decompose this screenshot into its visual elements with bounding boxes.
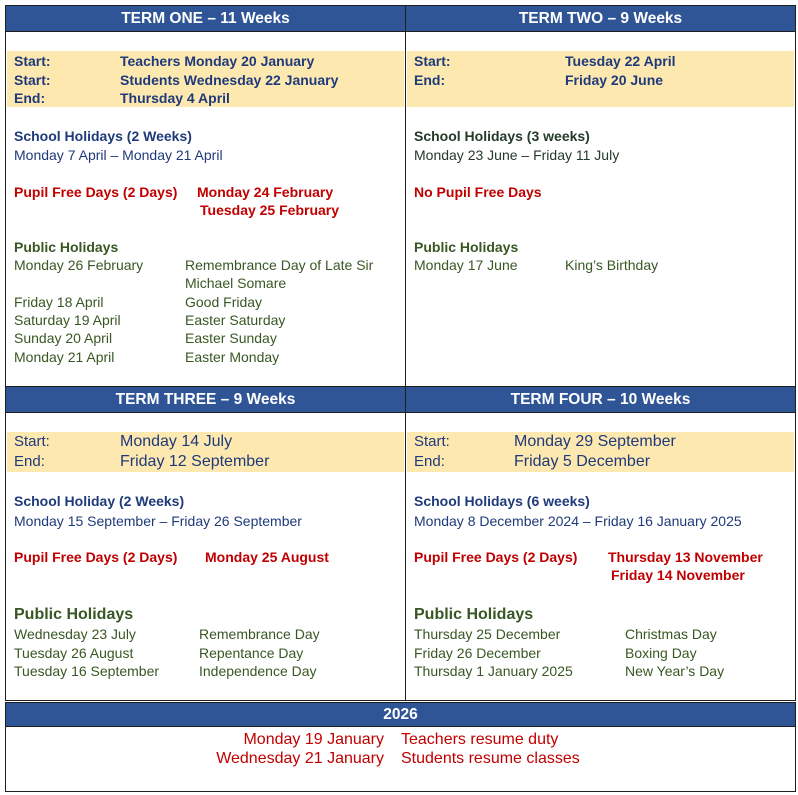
public-holiday-name: Independence Day <box>199 663 317 679</box>
term-three-pupil-free-date: Monday 25 August <box>205 548 329 565</box>
term-four-date-label: End: <box>414 453 445 470</box>
next-year-date: Monday 19 January <box>243 731 384 748</box>
public-holiday-name: Good Friday <box>185 293 263 310</box>
public-holiday-name: New Year’s Day <box>625 663 725 679</box>
term-one-date-value: Thursday 4 April <box>120 90 230 106</box>
public-holiday-name: Repentance Day <box>199 644 304 661</box>
public-holiday-date: Friday 18 April <box>14 293 104 310</box>
term-one-date-label: End: <box>14 90 46 106</box>
next-year-date: Wednesday 21 January <box>216 750 384 767</box>
term-one-date-label: Start: <box>14 53 51 69</box>
public-holiday-name: Boxing Day <box>625 644 697 661</box>
term-two-holidays-range: Monday 23 June – Friday 11 July <box>414 146 620 163</box>
term-one-date-value: Students Wednesday 22 January <box>120 71 339 88</box>
public-holiday-date: Monday 26 February <box>14 257 144 273</box>
term-two-pupil-free-label: No Pupil Free Days <box>414 183 542 200</box>
term-three-date-value: Monday 14 July <box>120 433 233 450</box>
term-three-date-label: End: <box>14 453 45 470</box>
public-holiday-date: Friday 26 December <box>414 644 541 661</box>
public-holiday-name: Easter Monday <box>185 348 280 365</box>
term-three-date-value: Friday 12 September <box>120 453 270 470</box>
term-one-holidays-range: Monday 7 April – Monday 21 April <box>14 146 223 163</box>
term-four-holidays-heading: School Holidays (6 weeks) <box>414 493 590 509</box>
term-four-date-value: Monday 29 September <box>514 433 676 450</box>
public-holiday-date: Tuesday 26 August <box>14 644 134 661</box>
term-two-holidays-heading: School Holidays (3 weeks) <box>414 128 590 144</box>
term-one-header: TERM ONE – 11 Weeks <box>6 6 405 32</box>
next-year-header: 2026 <box>6 703 795 727</box>
term-one-pupil-free-date: Tuesday 25 February <box>200 202 340 218</box>
term-two-date-value: Tuesday 22 April <box>565 53 676 69</box>
term-four-public-heading: Public Holidays <box>414 606 534 623</box>
term-three-header: TERM THREE – 9 Weeks <box>6 387 405 413</box>
term-one-date-value: Teachers Monday 20 January <box>120 53 315 69</box>
term-two-date-label: End: <box>414 71 446 88</box>
public-holiday-date: Monday 21 April <box>14 348 115 365</box>
term-one-date-label: Start: <box>14 71 51 88</box>
term-two-date-value: Friday 20 June <box>565 71 664 88</box>
term-three-public-heading: Public Holidays <box>14 606 134 623</box>
term-four-date-value: Friday 5 December <box>514 453 651 470</box>
public-holiday-name: Christmas Day <box>625 625 717 642</box>
public-holiday-date: Thursday 1 January 2025 <box>414 663 573 679</box>
term-four-pupil-free-label: Pupil Free Days (2 Days) <box>414 548 578 565</box>
next-year-event: Students resume classes <box>401 750 580 767</box>
term-three-date-label: Start: <box>14 433 50 450</box>
public-holiday-date: Monday 17 June <box>414 257 518 273</box>
term-four-pupil-free-date: Thursday 13 November <box>608 548 763 565</box>
term-two-header: TERM TWO – 9 Weeks <box>406 6 795 32</box>
term-three-holidays-heading: School Holiday (2 Weeks) <box>14 493 185 509</box>
term-two-date-label: Start: <box>414 53 451 69</box>
term-two-public-heading: Public Holidays <box>414 238 519 255</box>
public-holiday-date: Sunday 20 April <box>14 330 113 346</box>
public-holiday-name: King’s Birthday <box>565 257 659 273</box>
term-four-pupil-free-date: Friday 14 November <box>611 567 745 583</box>
term-one-holidays-heading: School Holidays (2 Weeks) <box>14 128 192 144</box>
term-one-public-heading: Public Holidays <box>14 238 119 255</box>
public-holiday-date: Thursday 25 December <box>414 625 561 642</box>
public-holiday-name: Michael Somare <box>185 275 287 291</box>
public-holiday-name: Easter Saturday <box>185 312 286 328</box>
public-holiday-date: Saturday 19 April <box>14 312 121 328</box>
term-three-holidays-range: Monday 15 September – Friday 26 September <box>14 512 302 529</box>
term-four-header: TERM FOUR – 10 Weeks <box>406 387 795 413</box>
public-holiday-date: Tuesday 16 September <box>14 663 160 679</box>
next-year-event: Teachers resume duty <box>401 731 559 748</box>
public-holiday-name: Remembrance Day <box>199 625 320 642</box>
public-holiday-name: Remembrance Day of Late Sir <box>185 257 374 273</box>
term-one-pupil-free-date: Monday 24 February <box>197 183 334 200</box>
term-four-date-label: Start: <box>414 433 450 450</box>
public-holiday-date: Wednesday 23 July <box>14 625 136 642</box>
term-three-pupil-free-label: Pupil Free Days (2 Days) <box>14 548 178 565</box>
public-holiday-name: Easter Sunday <box>185 330 277 346</box>
term-one-pupil-free-label: Pupil Free Days (2 Days) <box>14 183 178 200</box>
term-four-holidays-range: Monday 8 December 2024 – Friday 16 January 2025 <box>414 512 742 529</box>
